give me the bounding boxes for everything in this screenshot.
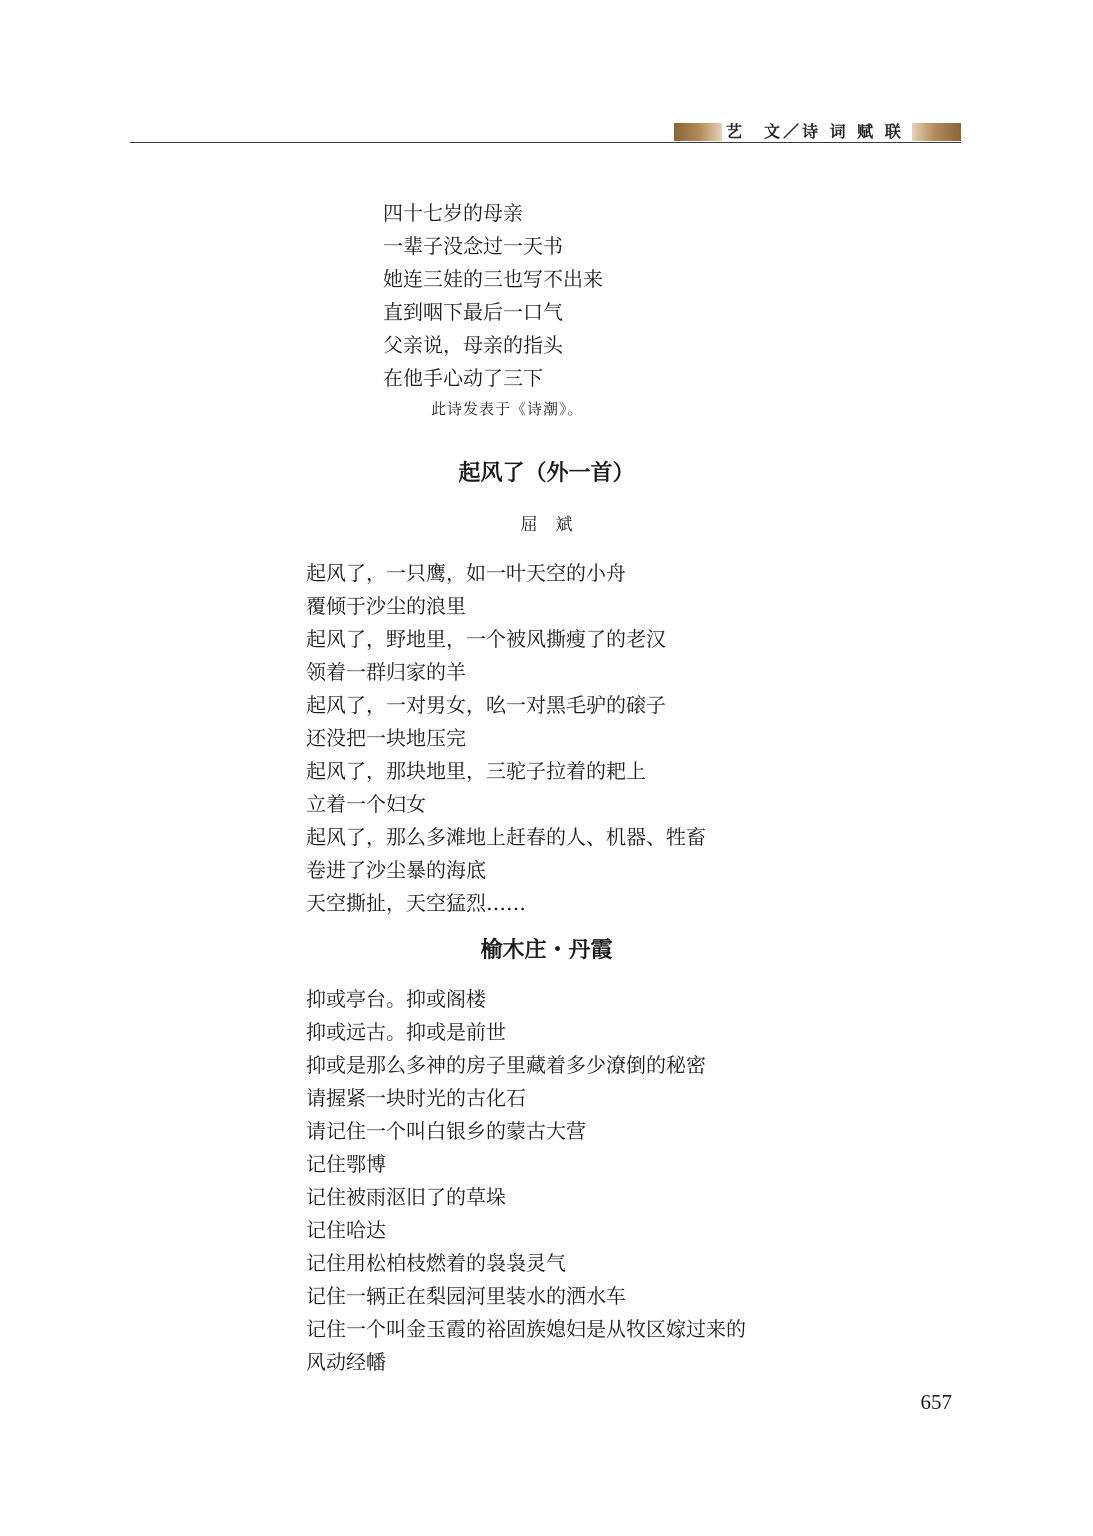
poem-line: 起风了，野地里，一个被风撕瘦了的老汉 bbox=[306, 627, 666, 651]
poem-line: 一辈子没念过一天书 bbox=[383, 234, 563, 258]
poem-2-body bbox=[306, 557, 826, 920]
poem-line: 起风了，那块地里，三驼子拉着的耙上 bbox=[306, 759, 646, 783]
poem-line: 还没把一块地压完 bbox=[306, 726, 466, 750]
poem-line: 她连三娃的三也写不出来 bbox=[383, 267, 603, 291]
poem-line: 起风了，一对男女，吆一对黑毛驴的磙子 bbox=[306, 693, 666, 717]
header-rule bbox=[130, 142, 961, 143]
poem-line: 记住哈达 bbox=[306, 1218, 386, 1242]
poem-author: 屈斌 bbox=[520, 515, 591, 535]
poem-line: 父亲说，母亲的指头 bbox=[383, 333, 563, 357]
poem-1-body bbox=[383, 197, 803, 395]
poem-line: 记住鄂博 bbox=[306, 1152, 386, 1176]
poem-3-title: 榆木庄・丹霞 bbox=[480, 938, 613, 963]
publication-note: 此诗发表于《诗潮》。 bbox=[431, 400, 584, 418]
poem-line: 抑或远古。抑或是前世 bbox=[306, 1020, 506, 1044]
poem-line: 覆倾于沙尘的浪里 bbox=[306, 594, 466, 618]
poem-line: 卷进了沙尘暴的海底 bbox=[306, 858, 486, 882]
header-decoration-right bbox=[912, 123, 961, 141]
poem-line: 起风了，一只鹰，如一叶天空的小舟 bbox=[306, 561, 626, 585]
poem-line: 请记住一个叫白银乡的蒙古大营 bbox=[306, 1119, 586, 1143]
poem-line: 风动经幡 bbox=[306, 1350, 386, 1374]
section-header: 艺 文／诗 词 赋 联 bbox=[726, 122, 904, 141]
poem-line: 立着一个妇女 bbox=[306, 792, 426, 816]
poem-line: 记住一辆正在梨园河里装水的洒水车 bbox=[306, 1284, 626, 1308]
header-decoration-left bbox=[674, 123, 722, 141]
poem-line: 四十七岁的母亲 bbox=[383, 201, 523, 225]
poem-line: 领着一群归家的羊 bbox=[306, 660, 466, 684]
poem-line: 记住用松柏枝燃着的袅袅灵气 bbox=[306, 1251, 566, 1275]
poem-line: 记住被雨沤旧了的草垛 bbox=[306, 1185, 506, 1209]
poem-line: 请握紧一块时光的古化石 bbox=[306, 1086, 526, 1110]
poem-line: 直到咽下最后一口气 bbox=[383, 300, 563, 324]
poem-line: 在他手心动了三下 bbox=[383, 366, 543, 390]
poem-line: 抑或是那么多神的房子里藏着多少潦倒的秘密 bbox=[306, 1053, 706, 1077]
poem-3-body bbox=[306, 983, 826, 1379]
poem-2-title: 起风了（外一首） bbox=[458, 461, 635, 486]
page-number: 657 bbox=[920, 1390, 952, 1414]
poem-line: 抑或亭台。抑或阁楼 bbox=[306, 987, 486, 1011]
poem-line: 起风了，那么多滩地上赶春的人、机器、牲畜 bbox=[306, 825, 706, 849]
poem-line: 记住一个叫金玉霞的裕固族媳妇是从牧区嫁过来的 bbox=[306, 1317, 746, 1341]
poem-line: 天空撕扯，天空猛烈…… bbox=[306, 891, 526, 915]
